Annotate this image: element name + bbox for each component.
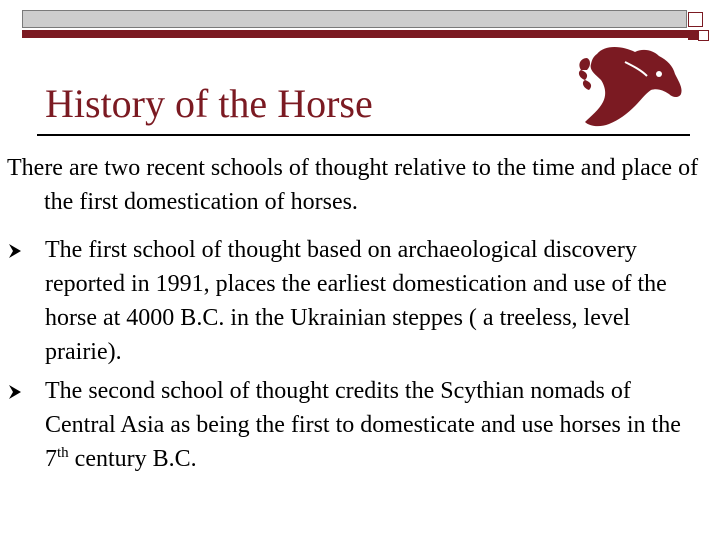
title-underline <box>37 134 690 136</box>
bullet-text: The first school of thought based on archaeological discovery reported in 1991, places the earliest domestication and use of the horse at 4000 B.C. in the Ukrainian steppes ( a treeless, level prairie). <box>45 237 667 365</box>
intro-paragraph: There are two recent schools of thought relative to the time and place of the first domestication of horses. <box>7 155 699 215</box>
superscript-th: th <box>57 445 69 461</box>
horse-head-icon <box>575 44 690 129</box>
top-decorative-bar <box>22 10 687 28</box>
arrowhead-icon <box>9 385 21 399</box>
corner-square-filled <box>688 30 698 40</box>
bullet-item-first-school <box>45 233 705 369</box>
bullet-text-before: The second school of thought credits the Scythian nomads of Central Asia as being the first to domesticate and use horses in the 7 <box>45 378 681 472</box>
slide-title: History of the Horse <box>45 81 373 126</box>
arrowhead-icon <box>9 244 21 258</box>
bullet-text-after: century B.C. <box>68 446 197 472</box>
bullet-item-second-school <box>45 374 705 476</box>
corner-square-outline <box>688 12 703 27</box>
top-accent-line <box>22 30 707 38</box>
corner-square-small <box>698 30 709 41</box>
